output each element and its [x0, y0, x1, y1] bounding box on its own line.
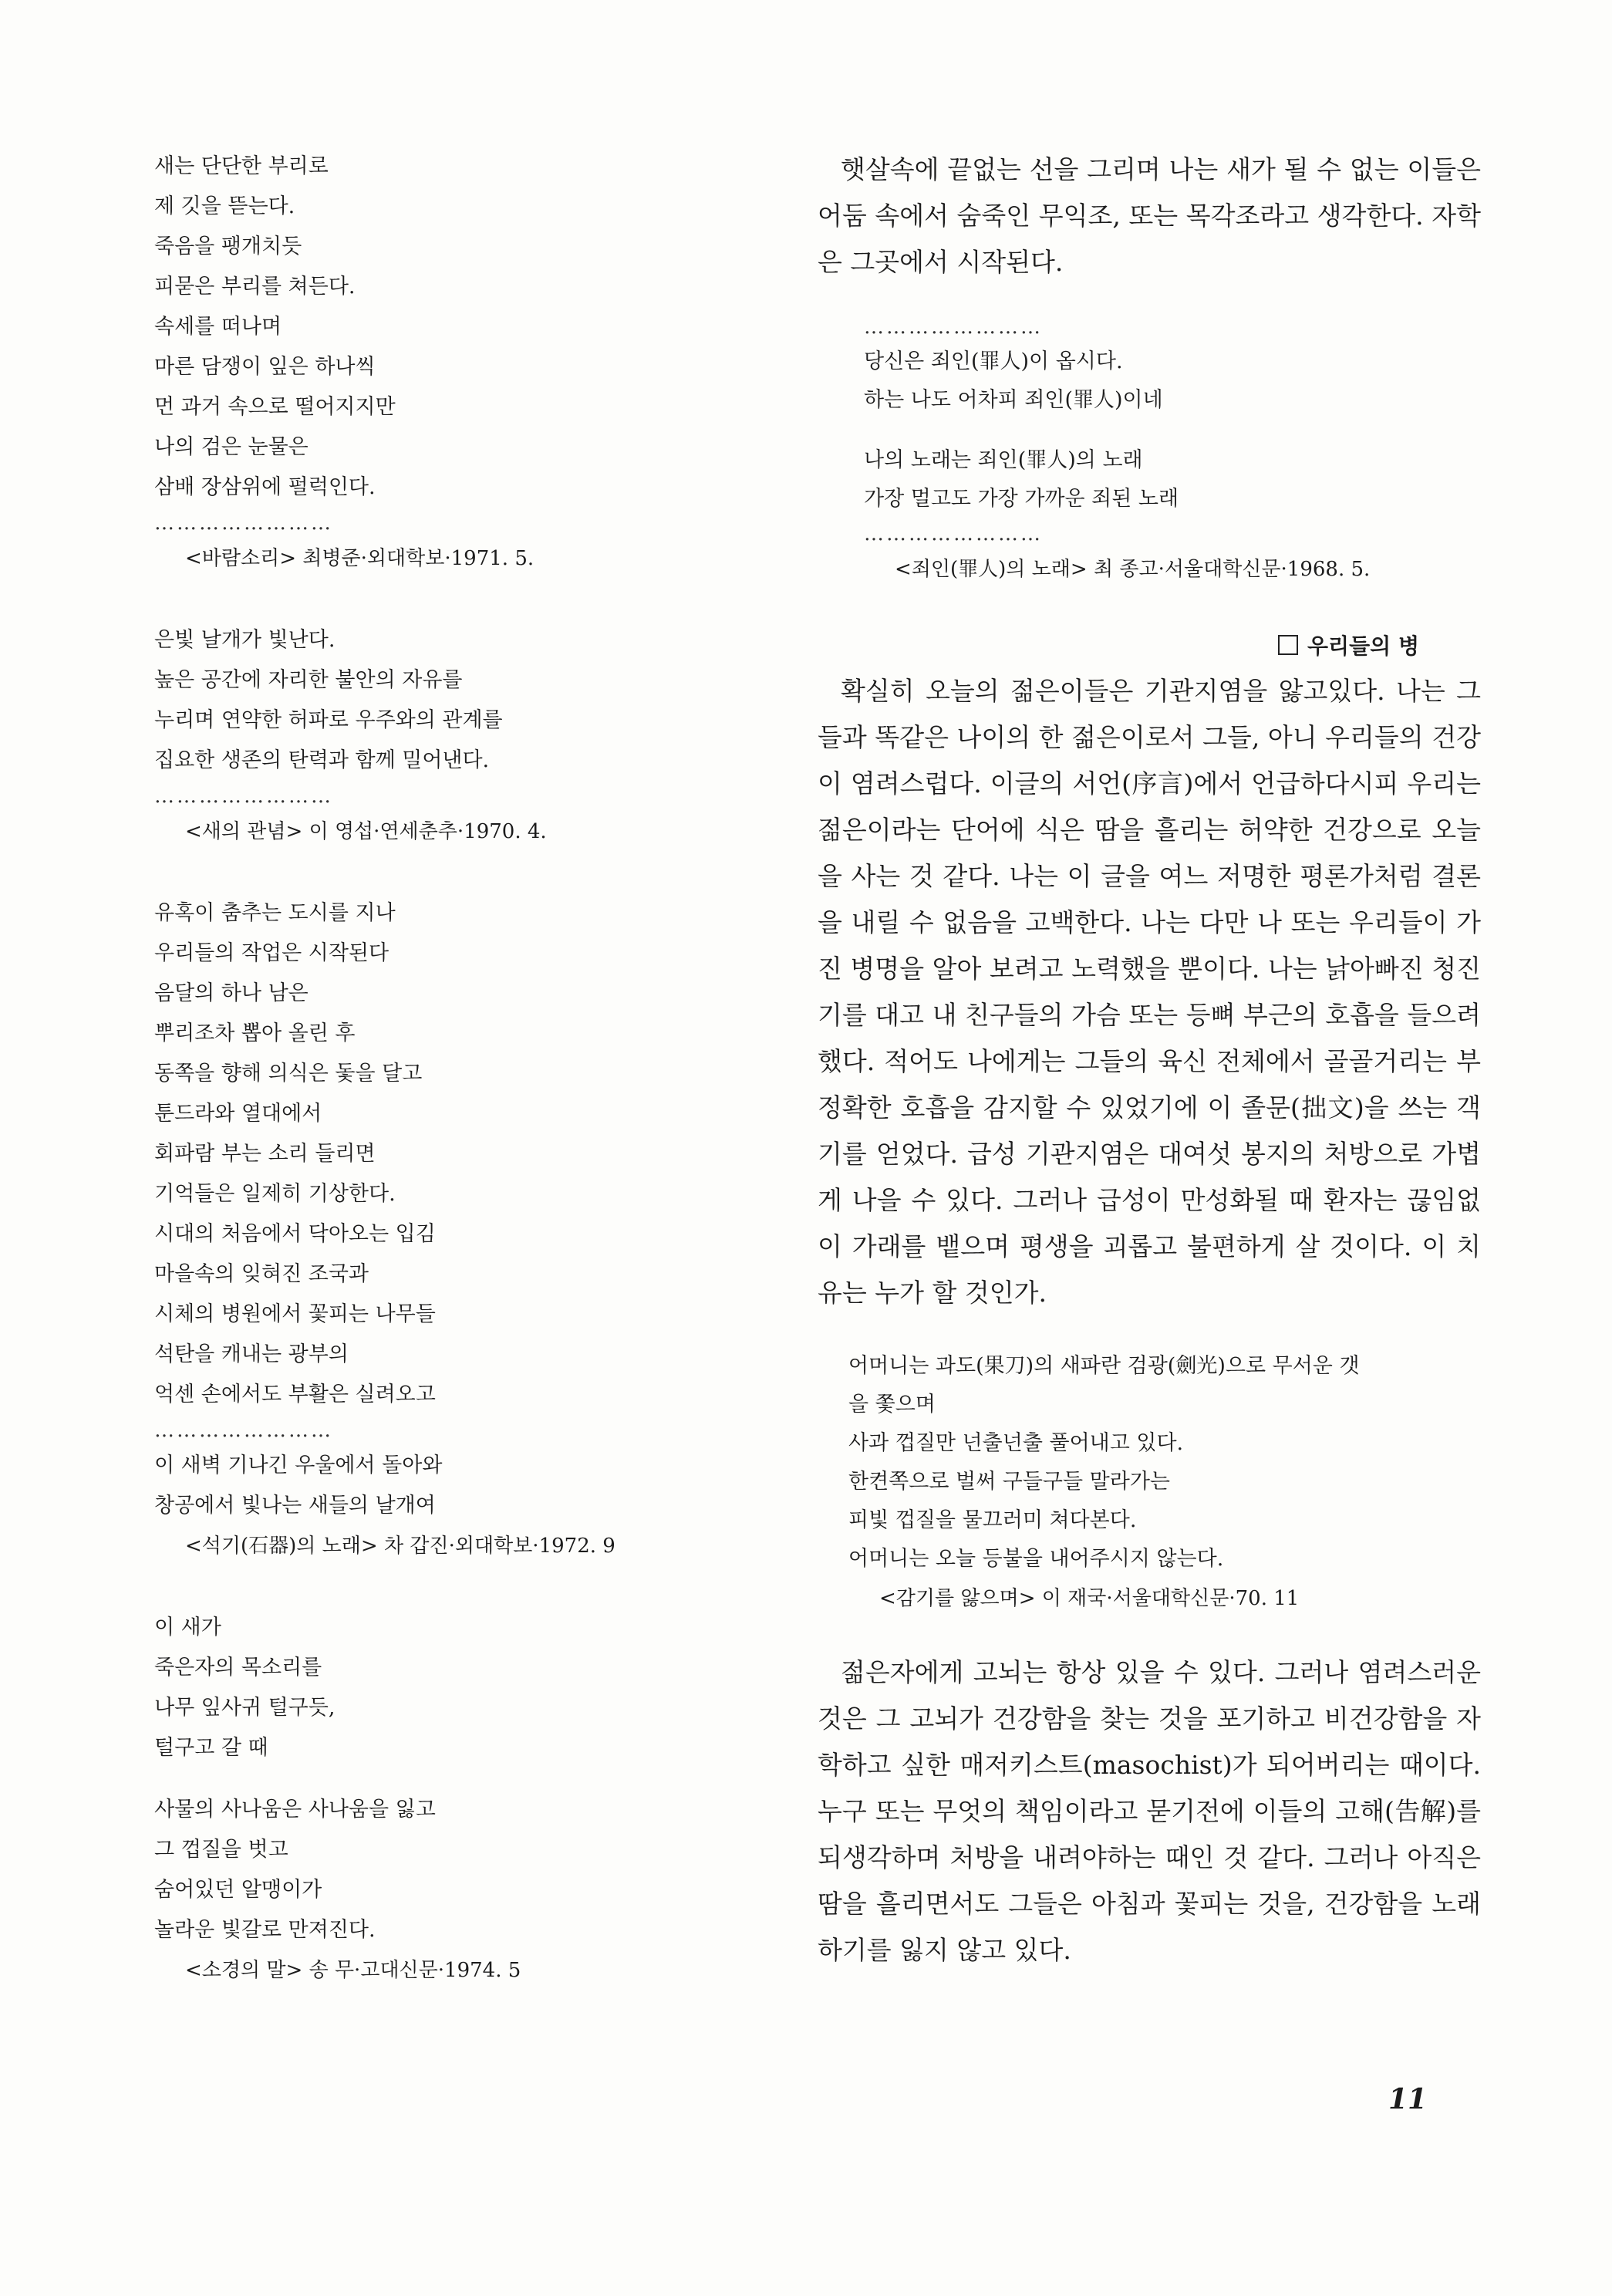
poem-line: 새는 단단한 부리로 — [154, 154, 329, 178]
poem-line: 어머니는 과도(果刀)의 새파란 검광(劍光)으로 무서운 갯 — [848, 1354, 1360, 1378]
poem-line: 창공에서 빛나는 새들의 날개여 — [154, 1494, 436, 1518]
poem-line: 시대의 처음에서 닥아오는 입김 — [154, 1222, 436, 1246]
spacer — [818, 285, 1481, 312]
spacer — [818, 589, 1481, 625]
poem-line: 가장 멀고도 가장 가까운 죄된 노래 — [864, 487, 1179, 511]
ellipsis-divider: …………………… — [154, 512, 333, 535]
poem-citation: <감기를 앓으며> 이 재국·서울대학신문·70. 11 — [879, 1587, 1300, 1610]
poem-line: 사과 껍질만 넌출넌출 풀어내고 있다. — [848, 1431, 1184, 1455]
section-heading — [818, 625, 1481, 668]
poem-line: 하는 나도 어차피 죄인(罪人)이네 — [864, 388, 1163, 412]
poem-line: 석탄을 캐내는 광부의 — [154, 1342, 349, 1366]
poem-excerpt — [154, 893, 787, 1566]
poem-line: 한켠쪽으로 벌써 구들구들 말라가는 — [848, 1470, 1170, 1494]
poem-line: 은빛 날개가 빛난다. — [154, 628, 336, 652]
poem-line: 뿌리조차 뽑아 올린 후 — [154, 1021, 356, 1045]
poem-line: 피묻은 부리를 쳐든다. — [154, 275, 356, 299]
poem-line: 놀라운 빛갈로 만져진다. — [154, 1918, 376, 1942]
poem-line: 이 새벽 기나긴 우울에서 돌아와 — [154, 1454, 443, 1477]
poem-line: 회파람 부는 소리 들리면 — [154, 1142, 376, 1166]
poem-line: 높은 공간에 자리한 불안의 자유를 — [154, 668, 463, 692]
poem-line: 을 쫓으며 — [848, 1393, 936, 1416]
ellipsis-divider: …………………… — [864, 316, 1043, 339]
poem-line: 마을속의 잊혀진 조국과 — [154, 1262, 369, 1286]
ellipsis-divider: …………………… — [864, 522, 1043, 545]
spacer — [864, 420, 1481, 441]
poem-line: 사물의 사나움은 사나움을 잃고 — [154, 1798, 436, 1822]
poem-line: 그 껍질을 벗고 — [154, 1838, 288, 1862]
poem-excerpt — [818, 1347, 1481, 1619]
spacer — [154, 852, 787, 893]
spacer — [154, 1566, 787, 1608]
body-paragraph: 확실히 오늘의 젊은이들은 기관지염을 앓고있다. 나는 그들과 똑같은 나이의 한 젊은이로서 그들, 아니 우리들의 건강이 염려스럽다. 이글의 서언(序言)에서 언급하다시피 우리는 젊은이라는 단어에 식은 땀을 흘리는 허약한 건강으로 오늘을 사는 것 같다. 나는 이 글을 여느 저명한 평론가처럼 결론을 내릴 수 없음을 고백한다. 나는 다만 나 또는 우리들이 가진 병명을 알아 보려고 노력했을 뿐이다. 나는 낡아빠진 청진기를 대고 내 친구들의 가슴 또는 등뼈 부근의 호흡을 들으려했다. 적어도 나에게는 그들의 육신 전체에서 골골거리는 부정확한 호흡을 감지할 수 있었기에 이 졸문(拙文)을 쓰는 객기를 얻었다. 급성 기관지염은 대여섯 봉지의 처방으로 가볍게 나을 수 있다. 그러나 급성이 만성화될 때 환자는 끊임없이 가래를 뱉으며 평생을 괴롭고 불편하게 살 것이다. 이 치유는 누가 할 것인가. — [818, 676, 1481, 1308]
poem-line: 나의 검은 눈물은 — [154, 435, 309, 459]
poem-line: 우리들의 작업은 시작된다 — [154, 941, 390, 965]
left-column — [154, 147, 787, 1990]
poem-line: 동쪽을 향해 의식은 돛을 달고 — [154, 1062, 423, 1086]
ellipsis-divider: …………………… — [154, 1419, 333, 1442]
poem-excerpt — [154, 620, 787, 852]
section-heading-text: 우리들의 병 — [1307, 633, 1419, 659]
spacer — [154, 579, 787, 620]
poem-line: 툰드라와 열대에서 — [154, 1102, 322, 1126]
poem-line: 이 새가 — [154, 1616, 221, 1639]
poem-line: 속세를 떠나며 — [154, 315, 282, 339]
poem-line: 피빛 껍질을 물끄러미 쳐다본다. — [848, 1508, 1137, 1532]
page-number: 11 — [1388, 2083, 1428, 2115]
poem-line: 어머니는 오늘 등불을 내어주시지 않는다. — [848, 1547, 1224, 1571]
body-paragraph: 젊은자에게 고뇌는 항상 있을 수 있다. 그러나 염려스러운 것은 그 고뇌가 건강함을 찾는 것을 포기하고 비건강함을 자학하고 싶한 매저키스트(masochist)가 되어버리는 때이다. 누구 또는 무엇의 책임이라고 묻기전에 이들의 고해(告解)를 되생각하며 처방을 내려야하는 때인 것 같다. 그러나 아직은 땀을 흘리면서도 그들은 아침과 꽃피는 것을, 건강함을 노래하기를 잃지 않고 있다. — [818, 1657, 1481, 1965]
poem-line: 음달의 하나 남은 — [154, 981, 309, 1005]
poem-line: 유혹이 춤추는 도시를 지나 — [154, 901, 396, 925]
poem-line: 당신은 죄인(罪人)이 옵시다. — [864, 349, 1123, 373]
poem-line: 죽음을 팽개치듯 — [154, 235, 302, 258]
poem-excerpt — [818, 312, 1481, 589]
checkbox-square-icon — [1278, 635, 1298, 655]
spacer — [154, 1768, 787, 1790]
poem-line: 나무 잎사귀 털구듯, — [154, 1696, 336, 1720]
poem-line: 누리며 연약한 허파로 우주와의 관계를 — [154, 708, 503, 732]
poem-line: 나의 노래는 죄인(罪人)의 노래 — [864, 448, 1143, 472]
poem-line: 삼배 장삼위에 펄럭인다. — [154, 475, 376, 499]
intro-paragraph: 햇살속에 끝없는 선을 그리며 나는 새가 될 수 없는 이들은 어둠 속에서 숨죽인 무익조, 또는 목각조라고 생각한다. 자학은 그곳에서 시작된다. — [818, 154, 1481, 277]
poem-citation: <새의 관념> 이 영섭·연세춘추·1970. 4. — [185, 820, 547, 843]
poem-line: 시체의 병원에서 꽃피는 나무들 — [154, 1302, 436, 1326]
poem-citation: <바람소리> 최병준·외대학보·1971. 5. — [185, 547, 535, 570]
poem-line: 마른 담쟁이 잎은 하나씩 — [154, 355, 376, 379]
spacer — [818, 1619, 1481, 1649]
poem-line: 억센 손에서도 부활은 실려오고 — [154, 1383, 436, 1406]
poem-line: 죽은자의 목소리를 — [154, 1656, 322, 1680]
poem-line: 털구고 갈 때 — [154, 1736, 268, 1760]
poem-citation: <죄인(罪人)의 노래> 최 종고·서울대학신문·1968. 5. — [895, 558, 1371, 581]
ellipsis-divider: …………………… — [154, 785, 333, 808]
spacer — [818, 1316, 1481, 1347]
poem-excerpt — [154, 147, 787, 579]
poem-line: 기억들은 일제히 기상한다. — [154, 1182, 396, 1206]
poem-citation: <소경의 말> 송 무·고대신문·1974. 5 — [185, 1959, 521, 1982]
poem-line: 제 깃을 뜯는다. — [154, 194, 295, 218]
poem-line: 숨어있던 알맹이가 — [154, 1878, 322, 1902]
poem-line: 먼 과거 속으로 떨어지지만 — [154, 395, 396, 419]
poem-line: 집요한 생존의 탄력과 함께 밀어낸다. — [154, 748, 490, 772]
poem-excerpt — [154, 1608, 787, 1990]
poem-citation: <석기(石器)의 노래> 차 갑진·외대학보·1972. 9 — [185, 1535, 615, 1558]
right-column — [818, 147, 1481, 1974]
